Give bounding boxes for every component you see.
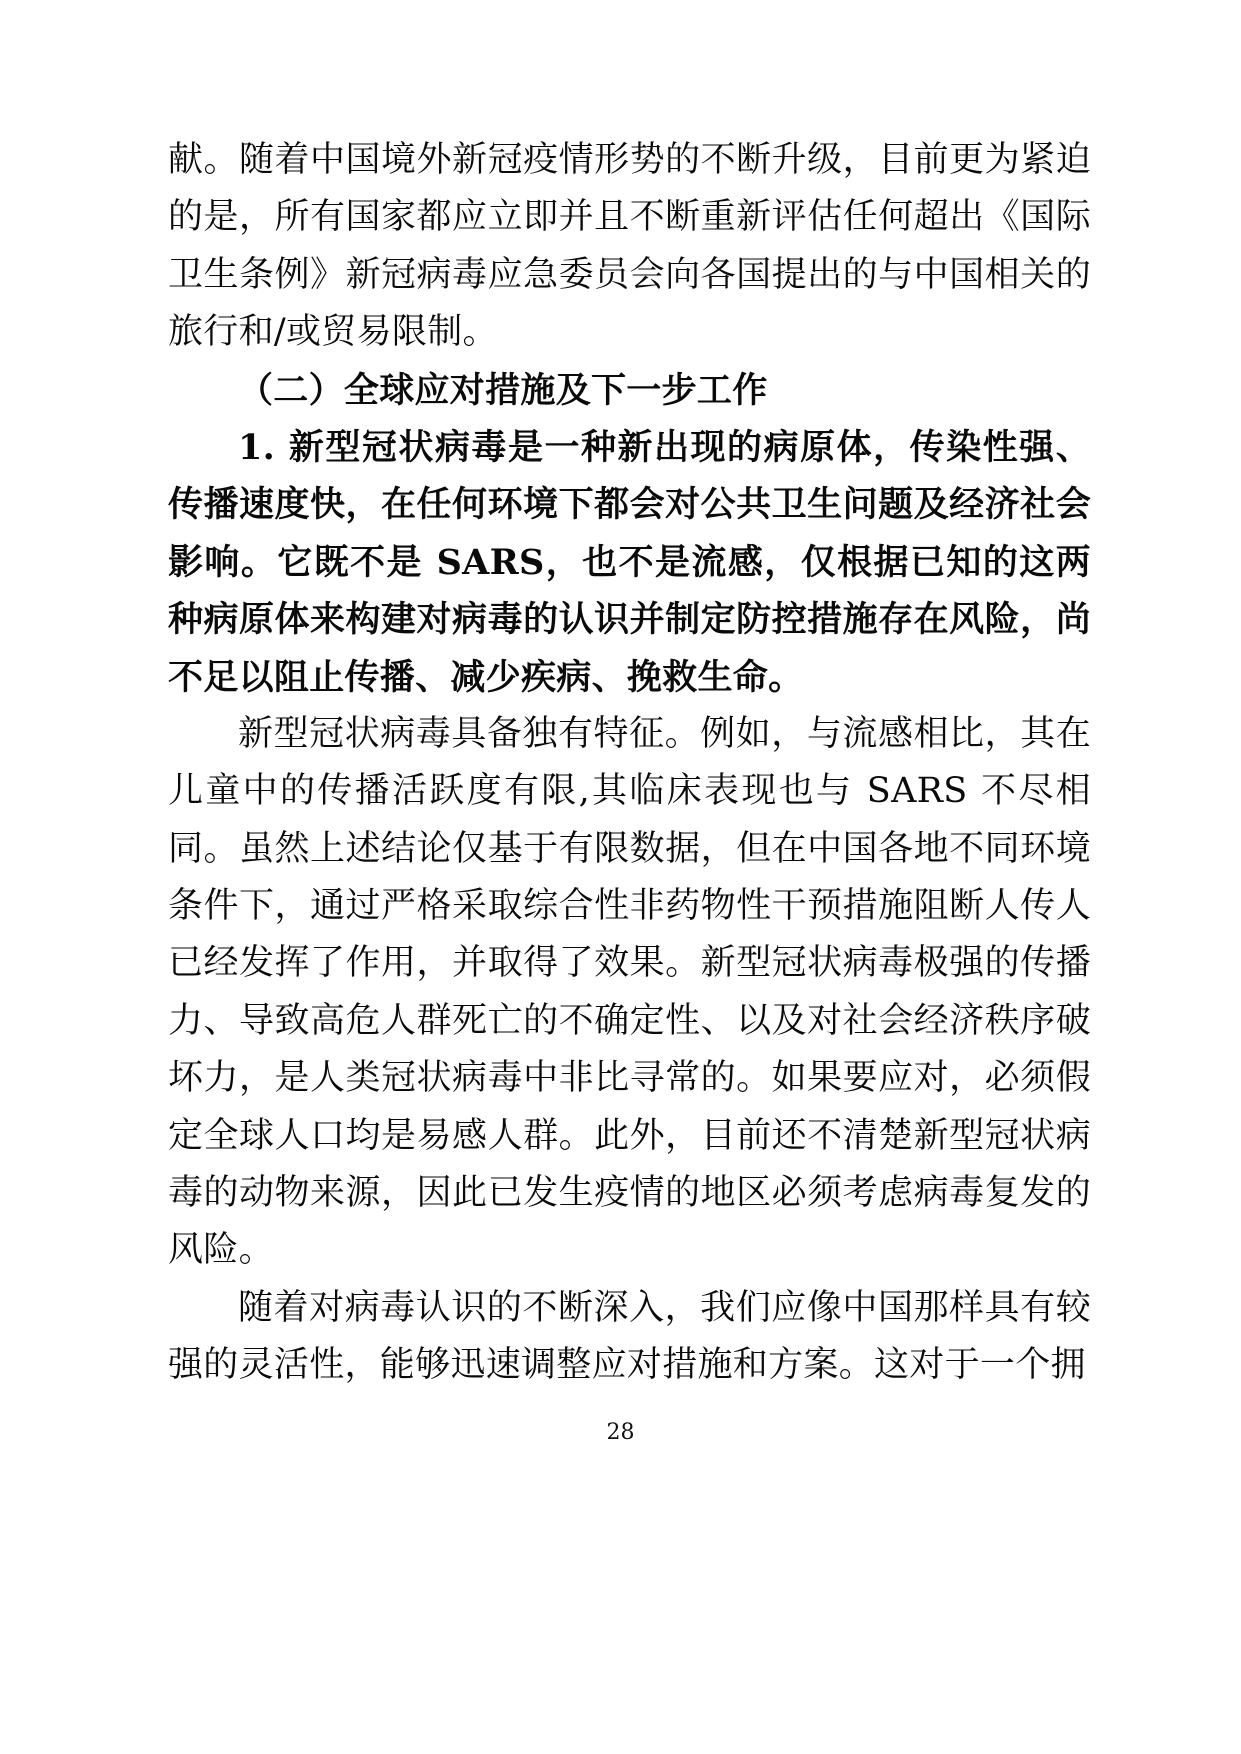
paragraph-flexibility: 随着对病毒认识的不断深入，我们应像中国那样具有较强的灵活性，能够迅速调整应对措施和方案。这对于一个拥	[168, 1287, 1091, 1386]
section-heading: （二）全球应对措施及下一步工作	[238, 369, 768, 411]
paragraph-virus-features: 新型冠状病毒具备独有特征。例如，与流感相比，其在儿童中的传播活跃度有限,其临床表现也与 SARS 不尽相同。虽然上述结论仅基于有限数据，但在中国各地不同环境条件下，通过严格采取综合性非药物性干预措施阻断人传人已经发挥了作用，并取得了效果。新型冠状病毒极强的传播力、导致高危人群死亡的不确定性、以及对社会经济秩序破坏力，是人类冠状病毒中非比寻常的。如果要应对，必须假定全球人口均是易感人群。此外，目前还不清楚新型冠状病毒的动物来源，因此已发生疫情的地区必须考虑病毒复发的风险。	[168, 713, 1091, 1271]
page-number: 28	[606, 1420, 635, 1445]
paragraph-bold-point-1: 1. 新型冠状病毒是一种新出现的病原体，传染性强、传播速度快，在任何环境下都会对公共卫生问题及经济社会影响。它既不是 SARS，也不是流感，仅根据已知的这两种病原体来构建对病毒的认识并制定防控措施存在风险，尚不足以阻止传播、减少疾病、挽救生命。	[168, 426, 1091, 698]
page-content	[168, 132, 1091, 1395]
paragraph-continuation: 献。随着中国境外新冠疫情形势的不断升级，目前更为紧迫的是，所有国家都应立即并且不断重新评估任何超出《国际卫生条例》新冠病毒应急委员会向各国提出的与中国相关的旅行和/或贸易限制。	[168, 140, 1091, 353]
